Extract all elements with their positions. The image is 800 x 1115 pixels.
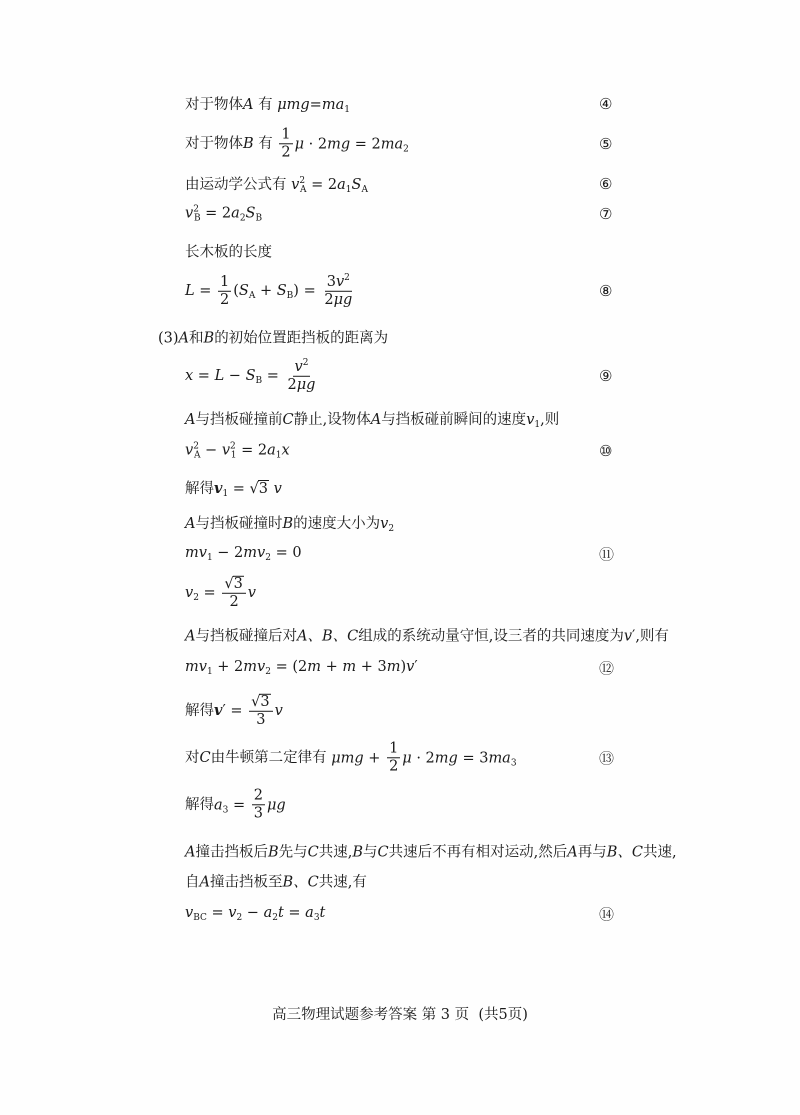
var-v1: v	[526, 412, 535, 428]
text: 有	[253, 136, 273, 152]
page-footer	[0, 1003, 800, 1024]
equation: $\mu mg=ma_1$	[277, 97, 350, 115]
equation: $v^2_A - v^2_1 = 2a_1x$	[185, 441, 290, 461]
var-a: A	[178, 330, 190, 347]
text: 与挡板碰前瞬间的速度	[381, 412, 527, 428]
text: 撞击挡板至	[209, 874, 283, 891]
page-total: (共5页)	[478, 1007, 528, 1023]
equation-number: ⑤	[599, 135, 613, 153]
var-abc: A、B、C	[296, 628, 359, 645]
var-b: B	[243, 136, 254, 152]
result-row	[0, 575, 800, 610]
section-3-heading	[0, 322, 800, 352]
equation-number: ⑧	[599, 282, 613, 300]
eq-row-12	[0, 653, 800, 683]
var-v-prime: v	[623, 628, 633, 645]
text: 与挡板碰撞时	[195, 516, 283, 532]
text: (3)	[158, 330, 179, 347]
text-row: A与挡板碰撞时B的速度大小为$v_2$	[185, 516, 395, 534]
var-a: A	[370, 412, 382, 428]
text: 解得	[185, 481, 214, 497]
text: 解得	[185, 797, 214, 813]
equation: $mv_1 + 2mv_2 = (2m + m + 3m)v'$	[185, 659, 418, 677]
text: 和	[189, 330, 204, 347]
text: 对于物体	[185, 136, 243, 152]
var-a: A	[567, 844, 578, 861]
var-a: A	[243, 97, 254, 113]
text: 与挡板碰撞后对	[195, 628, 297, 645]
eq-row-7	[0, 199, 800, 229]
text: 撞击挡板后	[195, 844, 268, 861]
text: 再与	[577, 844, 607, 861]
equation: μmg + $\frac{1}{2}$ $\mu \cdot 2mg = 3ma_3$	[331, 740, 517, 775]
var-c: C	[377, 844, 389, 861]
equation-number: ⑬	[599, 749, 615, 768]
equation-number: ⑫	[599, 659, 615, 678]
eq-row-6	[0, 169, 800, 199]
equation: $v^2_A = 2a_1S_A$	[291, 176, 368, 195]
var-b: B	[267, 844, 279, 861]
var-v2: v	[380, 516, 389, 532]
text-row	[0, 236, 800, 266]
eq-row-5	[0, 126, 800, 161]
equation: $mv_1 - 2mv_2 = 0$	[185, 545, 302, 563]
text: 共速,有	[318, 874, 367, 891]
result-row	[0, 787, 800, 822]
equation-number: ⑪	[599, 545, 615, 564]
var-b: B	[352, 844, 364, 861]
var-c: C	[307, 844, 319, 861]
result-row	[0, 473, 800, 503]
text: 共速,	[318, 844, 353, 861]
var-bc: B、C	[606, 844, 643, 861]
var-b: B	[282, 516, 294, 532]
var-a: A	[185, 412, 196, 428]
equation-number: ④	[599, 95, 613, 113]
text: 由运动学公式有	[185, 177, 287, 193]
text: 与	[363, 844, 378, 861]
var-a: A	[199, 874, 210, 891]
equation: $a_3$ = $\frac{2}{3}$ μg	[214, 787, 286, 822]
equation-number: ⑦	[599, 205, 613, 223]
equation-number: ⑥	[599, 175, 613, 193]
equation: $v^2_B = 2a_2S_B$	[185, 204, 263, 224]
var-b: B	[203, 330, 215, 347]
equation: v′ = √ 3 3 v	[214, 693, 283, 728]
text: 与挡板碰撞前	[195, 412, 283, 428]
equation: $v_2$ = √ 3 2 v	[185, 575, 256, 610]
equation-number: ⑨	[599, 367, 613, 385]
text: 对于物体	[185, 97, 243, 113]
equation: $\frac{1}{2}$ $\mu \cdot 2mg = 2ma_2$	[281, 126, 409, 161]
var-a: A	[185, 844, 196, 861]
text: 由牛顿第二定律有	[210, 750, 327, 766]
eq-row-13	[0, 740, 800, 775]
eq-row-14	[0, 899, 800, 929]
eq-row-8	[0, 272, 800, 308]
text-row: A与挡板碰撞后对A、B、C组成的系统动量守恒,设三者的共同速度为v′,则有	[185, 628, 669, 645]
equation-number: ⑭	[599, 905, 615, 924]
page-number: 第 3 页	[421, 1007, 470, 1023]
text: 长木板的长度	[185, 244, 272, 261]
text: 静止,设物体	[293, 412, 371, 428]
var-bc: B、C	[282, 874, 319, 891]
result-row	[0, 693, 800, 728]
var-c: C	[199, 750, 211, 766]
text: 解得	[185, 703, 214, 719]
text: 自	[185, 874, 200, 891]
equation-number: ⑩	[599, 442, 613, 460]
text: 组成的系统动量守恒,设三者的共同速度为	[358, 628, 624, 645]
equation: $v_{BC} = v_2 - a_2t = a_3t$	[185, 905, 326, 923]
eq-row-4	[0, 89, 800, 119]
equation: $x = L - S_B$ = $\frac{v^2}{2\mu g}$	[185, 357, 316, 393]
text: 共速,	[642, 844, 677, 861]
footer-title: 高三物理试题参考答案	[272, 1007, 418, 1023]
text-row: A与挡板碰撞前C静止,设物体A与挡板碰前瞬间的速度$v_1$,则	[185, 412, 560, 430]
text: 对	[185, 750, 200, 766]
eq-row-11	[0, 539, 800, 569]
text: 的初始位置距挡板的距离为	[214, 330, 389, 347]
var-a: A	[185, 516, 196, 532]
equation: $v_1$ = √ 3 v	[214, 480, 282, 499]
text: ,则有	[635, 628, 669, 645]
eq-row-10	[0, 436, 800, 466]
eq-row-9	[0, 357, 800, 393]
text: 的速度大小为	[293, 516, 381, 532]
text: 先与	[278, 844, 308, 861]
text: ,则	[540, 412, 560, 428]
text: 共速后不再有相对运动,然后	[388, 844, 568, 861]
equation: L = $\frac{1}{2}$ $(S_A + S_B)$ = $\frac{3v^2}{2\mu g}$	[185, 272, 353, 308]
text-row	[0, 836, 800, 866]
var-a: A	[185, 628, 196, 645]
var-c: C	[282, 412, 294, 428]
text: 有	[253, 97, 278, 113]
text-row	[0, 866, 800, 896]
